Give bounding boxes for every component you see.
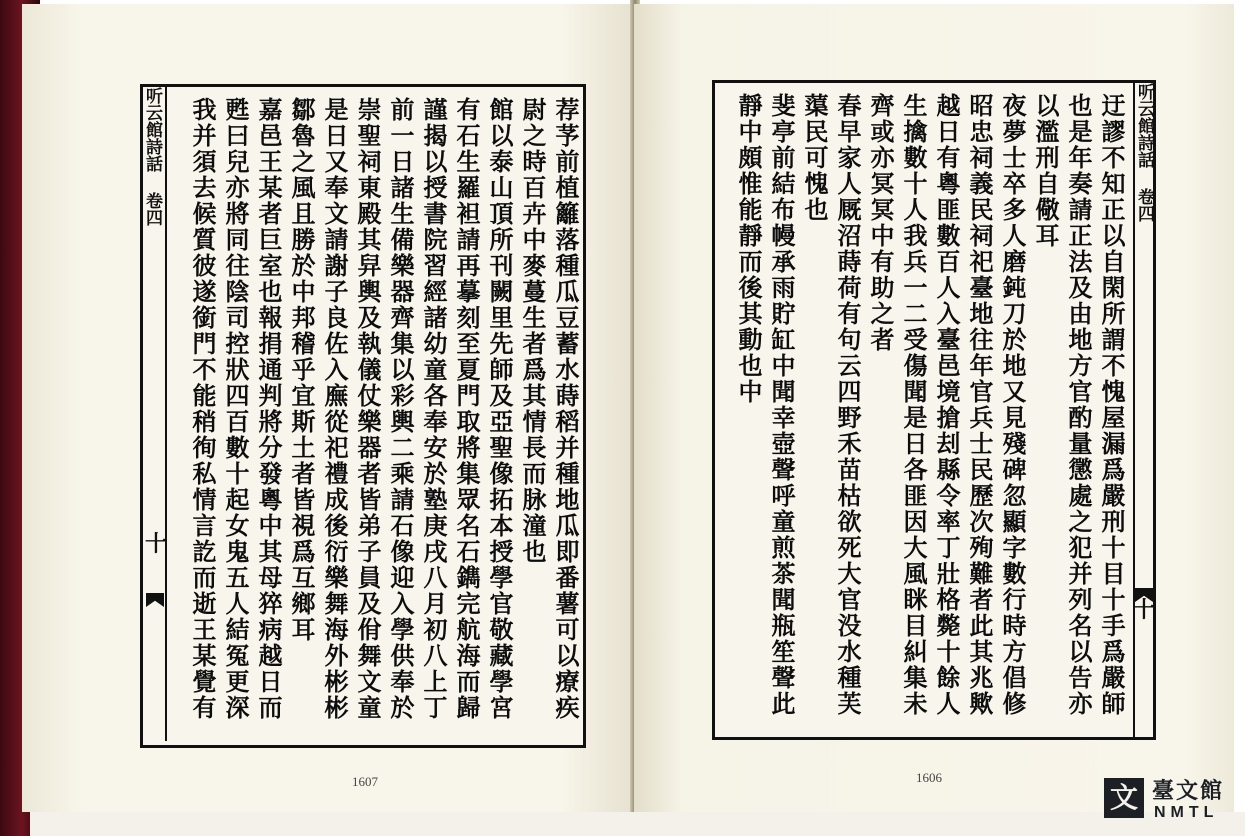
text-column: 是日又奉文請謝子良佐入廡從祀禮成後衍樂舞海外彬彬: [320, 97, 349, 721]
text-column: 尉之時百卉中麥蔓生者爲其情長而脉潼也: [518, 97, 547, 565]
left-page-number: 1607: [352, 774, 378, 789]
text-column: 春早家人厩沼蒔荷有句云四野禾苗枯欲死大官没水種芙: [833, 93, 862, 717]
nmtl-logo-chinese: 臺文館: [1152, 778, 1225, 804]
right-margin-strip: [1133, 83, 1157, 737]
right-margin-volume: 卷四: [1134, 188, 1154, 222]
text-column: 鄒魯之風且勝於中邦稽乎宜斯土者皆視爲互鄉耳: [287, 97, 316, 643]
text-column: 齊或亦冥冥中有助之者: [866, 93, 895, 353]
left-margin-title: 听云館詩話: [142, 87, 162, 172]
text-column: 有石生羅袒請再摹刻至夏門取將集眾名石鐫完航海而歸: [452, 97, 481, 721]
text-column: 嘉邑王某者巨室也報捐通判將分發粵中其母猝病越日而: [254, 97, 283, 721]
text-column: 以濫刑自儆耳: [1031, 93, 1060, 249]
text-column: 我并須去候質彼遂銜門不能稍徇私情言訖而逝王某覺有: [188, 97, 217, 721]
left-margin-strip: [143, 87, 167, 741]
text-column: 館以泰山頂所刊闕里先師及亞聖像拓本授學官敬藏學宮: [485, 97, 514, 721]
text-column: 夜夢士卒多人磨鈍刀於地又見殘碑忽顯字數行時方倡修: [998, 93, 1027, 717]
nmtl-logo: [1104, 774, 1244, 826]
text-column: 斐亭前結布幔承雨貯缸中聞幸壺聲呼童煎茶聞瓶笙聲此: [767, 93, 796, 717]
text-column: 崇聖祠東殿其舁輿及執儀仗樂器者皆弟子員及佾舞文童: [353, 97, 382, 721]
book-bottom-edge: [30, 812, 1245, 836]
text-column: 蕖民可愧也: [800, 93, 829, 223]
nmtl-logo-mark: 文: [1104, 778, 1144, 818]
right-folio-number: 十: [1133, 597, 1156, 623]
text-column: 也是年奏請正法及由地方官酌量懲處之犯并列名以告亦: [1064, 93, 1093, 717]
right-page-number: 1606: [916, 770, 942, 785]
nmtl-logo-english: NMTL: [1154, 804, 1219, 821]
left-folio-number: 十: [145, 531, 168, 557]
text-column: 靜中頗惟能靜而後其動也中: [734, 93, 763, 405]
text-column: 甦曰兒亦將同往陰司控狀四百數十起女鬼五人結冤更深: [221, 97, 250, 721]
text-column: 前一日諸生備樂器齊集以彩輿二乘請石像迎入學供奉於: [386, 97, 415, 721]
right-text-frame: [712, 80, 1156, 740]
text-column: 迂謬不知正以自閑所謂不愧屋漏爲嚴刑十目十手爲嚴師: [1097, 93, 1126, 717]
text-column: 荐芧前植籬落種瓜豆蓄水蒔稻并種地瓜即番薯可以療疾: [551, 97, 580, 721]
text-column: 生擒數十人我兵一二受傷聞是日各匪因大風眯目糾集未: [899, 93, 928, 717]
text-column: 謹揭以授書院習經諸幼童各奉安於塾庚戌八月初八上丁: [419, 97, 448, 721]
text-column: 昭忠祠義民祠祀臺地往年官兵士民歷次殉難者此其兆歟: [965, 93, 994, 717]
text-column: 越日有粵匪數百人入臺邑境搶刦縣令率丁壯格斃十餘人: [932, 93, 961, 717]
right-margin-title: 听云館詩話: [1134, 83, 1154, 168]
left-text-frame: [140, 84, 586, 748]
left-margin-volume: 卷四: [142, 192, 162, 226]
left-page: [22, 4, 634, 812]
right-page: [634, 4, 1234, 812]
